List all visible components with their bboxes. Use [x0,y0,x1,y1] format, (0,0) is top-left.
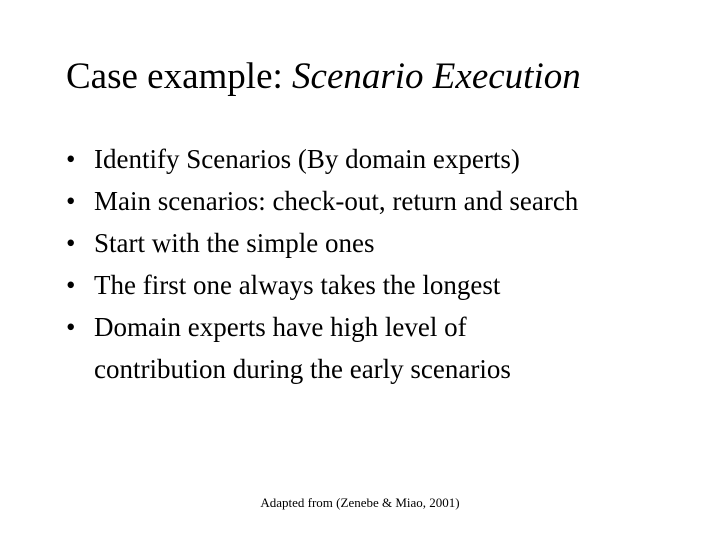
bullet-text: Main scenarios: check-out, return and search [94,186,579,216]
bullet-item [66,138,666,180]
bullet-text: Identify Scenarios (By domain experts) [94,144,520,174]
source-citation: Adapted from (Zenebe & Miao, 2001) [260,495,460,510]
bullet-text: Start with the simple ones [94,228,375,258]
bullet-item [66,222,666,264]
title-italic: Scenario Execution [292,56,581,97]
bullet-icon: • [66,312,76,342]
bullet-item [66,306,666,390]
bullet-icon: • [66,270,76,300]
bullet-icon: • [66,186,76,216]
bullet-text: Domain experts have high level of contribution during the early scenarios [94,312,511,384]
bullet-icon: • [66,228,76,258]
slide-title [66,54,581,100]
bullet-item [66,180,666,222]
bullet-text: The first one always takes the longest [94,270,501,300]
title-prefix: Case example: [66,56,293,97]
bullet-item [66,264,666,306]
bullet-icon: • [66,144,76,174]
bullet-list [66,138,666,390]
